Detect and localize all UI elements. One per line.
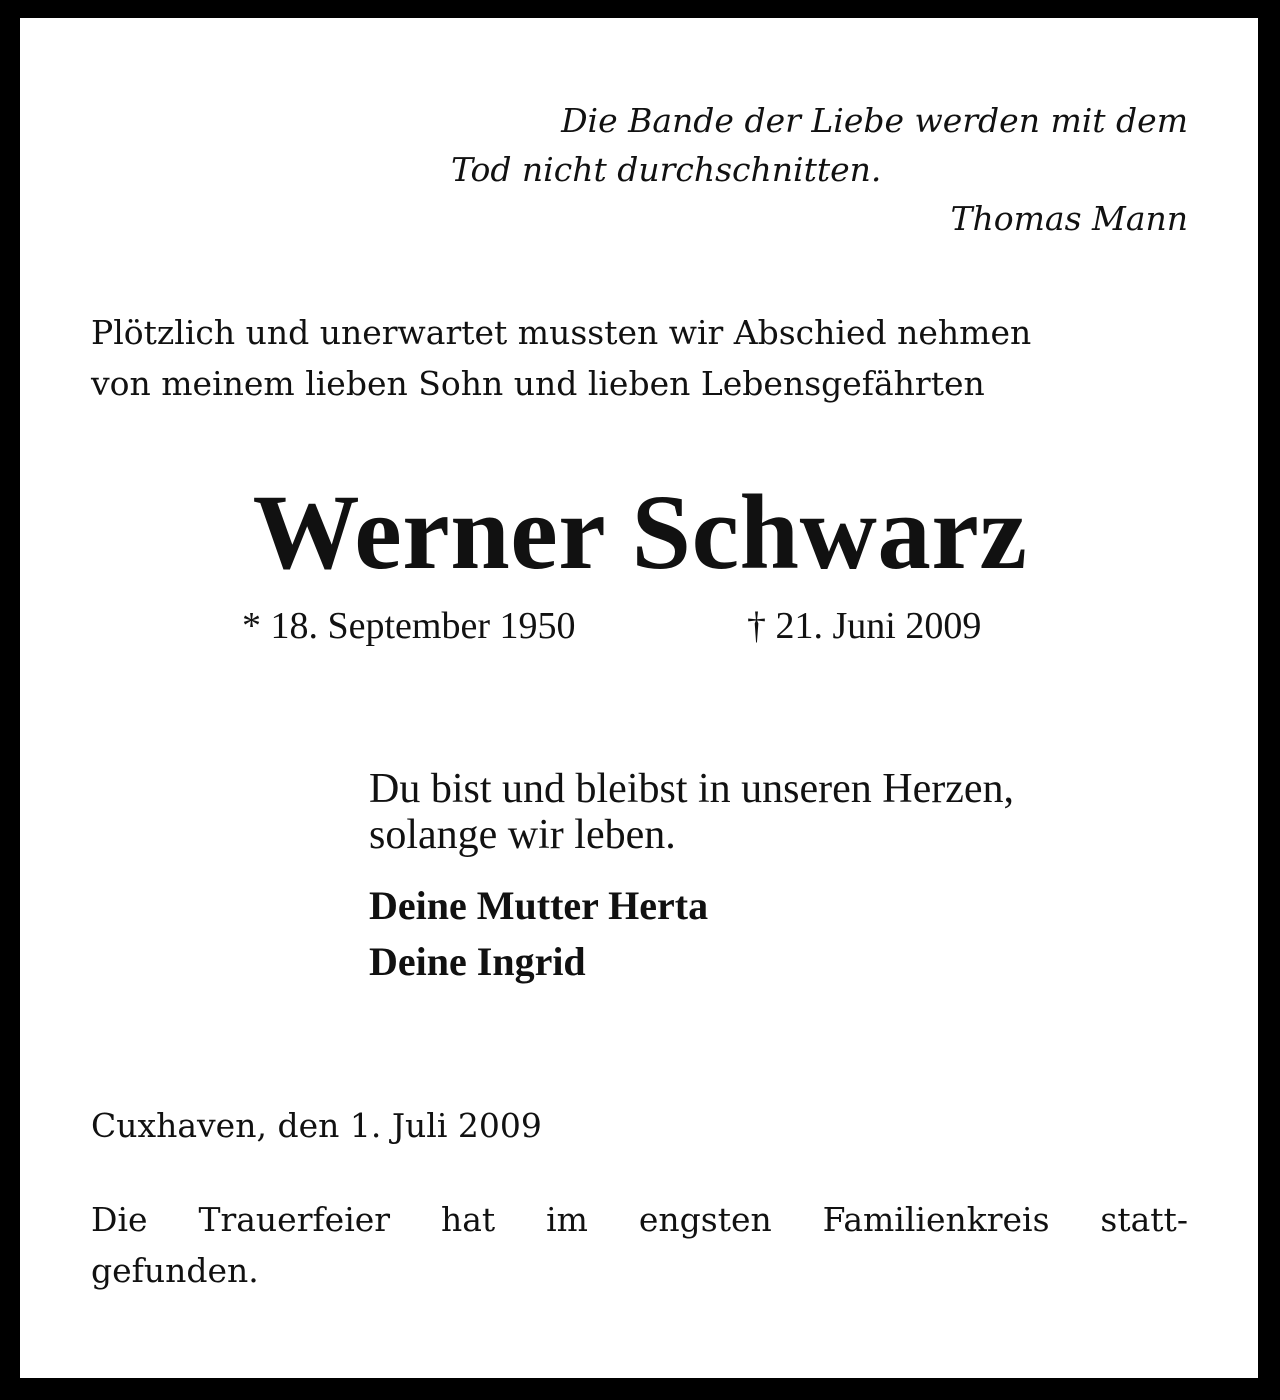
- place-date: Cuxhaven, den 1. Juli 2009: [91, 1106, 542, 1145]
- ceremony-word: hat: [440, 1200, 496, 1239]
- signature-mother: Deine Mutter Herta: [369, 883, 709, 928]
- ceremony-word: statt-: [1100, 1200, 1188, 1239]
- death-date: † 21. Juni 2009: [747, 605, 982, 647]
- ceremony-word: Familienkreis: [822, 1200, 1050, 1239]
- ceremony-line-1: [91, 1194, 1188, 1245]
- deceased-name: Werner Schwarz: [252, 474, 1028, 592]
- quote-author: Thomas Mann: [950, 199, 1188, 238]
- intro-line-1: Plötzlich und unerwartet mussten wir Abschied nehmen: [91, 313, 1032, 352]
- signature-partner: Deine Ingrid: [369, 939, 586, 984]
- birth-date: * 18. September 1950: [242, 605, 576, 647]
- ceremony-line-2: gefunden.: [91, 1251, 259, 1290]
- ceremony-word: engsten: [638, 1200, 772, 1239]
- quote-line-2: Tod nicht durchschnitten.: [451, 150, 882, 189]
- ceremony-word: Trauerfeier: [198, 1200, 391, 1239]
- message-line-1: Du bist und bleibst in unseren Herzen,: [369, 766, 1015, 812]
- intro-line-2: von meinem lieben Sohn und lieben Lebensgefährten: [91, 364, 985, 403]
- ceremony-word: im: [546, 1200, 588, 1239]
- quote-line-1: Die Bande der Liebe werden mit dem: [561, 101, 1188, 140]
- ceremony-word: Die: [91, 1200, 148, 1239]
- message-line-2: solange wir leben.: [369, 812, 676, 858]
